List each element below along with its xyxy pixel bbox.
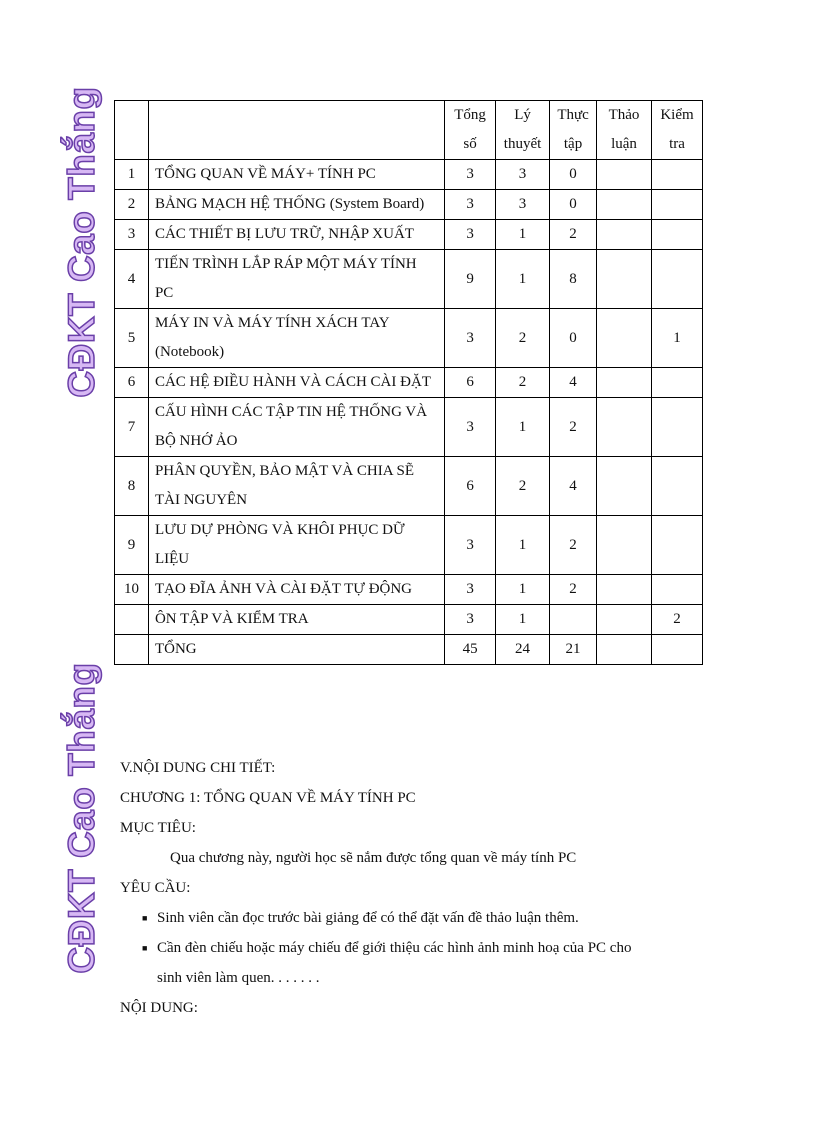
row-number: 9 — [115, 516, 149, 575]
row-title: CẤU HÌNH CÁC TẬP TIN HỆ THỐNG VÀ BỘ NHỚ ẢO — [148, 398, 444, 457]
row-tl — [597, 516, 652, 575]
requirements-label: YÊU CẦU: — [120, 880, 191, 896]
row-tong: 3 — [445, 516, 496, 575]
row-tl — [597, 368, 652, 398]
row-tong: 3 — [445, 309, 496, 368]
bullet-square-icon: ■ — [142, 943, 148, 953]
table-row — [115, 220, 703, 250]
table-row — [115, 160, 703, 190]
table-row — [115, 368, 703, 398]
row-tl — [597, 457, 652, 516]
row-lt: 1 — [496, 575, 550, 605]
row-tl — [597, 220, 652, 250]
row-kt — [651, 635, 702, 665]
section-title: V.NỘI DUNG CHI TIẾT: — [120, 760, 276, 776]
row-lt: 1 — [496, 516, 550, 575]
row-lt: 24 — [496, 635, 550, 665]
row-kt — [651, 220, 702, 250]
row-lt: 2 — [496, 368, 550, 398]
table-row — [115, 635, 703, 665]
row-number: 3 — [115, 220, 149, 250]
row-kt — [651, 190, 702, 220]
table-header-row — [115, 101, 703, 160]
row-lt: 1 — [496, 398, 550, 457]
row-title: TỔNG QUAN VỀ MÁY+ TÍNH PC — [148, 160, 444, 190]
row-th: 0 — [550, 309, 597, 368]
row-tong: 3 — [445, 190, 496, 220]
row-title: MÁY IN VÀ MÁY TÍNH XÁCH TAY (Notebook) — [148, 309, 444, 368]
row-tong: 3 — [445, 160, 496, 190]
chapter-title: CHƯƠNG 1: TỔNG QUAN VỀ MÁY TÍNH PC — [120, 790, 416, 806]
row-kt — [651, 368, 702, 398]
header-kiem-tra: Kiểm tra — [651, 101, 702, 160]
row-tl — [597, 605, 652, 635]
row-kt — [651, 250, 702, 309]
row-th: 4 — [550, 368, 597, 398]
row-number: 1 — [115, 160, 149, 190]
row-lt: 1 — [496, 220, 550, 250]
row-kt — [651, 516, 702, 575]
row-lt: 3 — [496, 160, 550, 190]
bullet-square-icon: ■ — [142, 913, 148, 923]
table-row — [115, 190, 703, 220]
row-lt: 1 — [496, 250, 550, 309]
table-row — [115, 309, 703, 368]
header-title — [148, 101, 444, 160]
row-title: TẠO ĐĨA ẢNH VÀ CÀI ĐẶT TỰ ĐỘNG — [148, 575, 444, 605]
row-lt: 1 — [496, 605, 550, 635]
row-tong: 45 — [445, 635, 496, 665]
row-th: 4 — [550, 457, 597, 516]
table-row — [115, 516, 703, 575]
header-ly-thuyet: Lý thuyết — [496, 101, 550, 160]
row-number: 7 — [115, 398, 149, 457]
row-title: PHÂN QUYỀN, BẢO MẬT VÀ CHIA SẼ TÀI NGUYÊN — [148, 457, 444, 516]
row-number — [115, 605, 149, 635]
row-tong: 3 — [445, 605, 496, 635]
row-number: 10 — [115, 575, 149, 605]
row-tl — [597, 635, 652, 665]
header-thao-luan: Thảo luận — [597, 101, 652, 160]
row-th: 2 — [550, 575, 597, 605]
requirement-item: ■ Sinh viên cần đọc trước bài giảng để có thể đặt vấn đề thảo luận thêm. — [120, 903, 710, 933]
row-title: TIẾN TRÌNH LẮP RÁP MỘT MÁY TÍNH PC — [148, 250, 444, 309]
row-th: 2 — [550, 220, 597, 250]
requirement-item: ■ Cần đèn chiếu hoặc máy chiếu để giới thiệu các hình ảnh minh hoạ của PC cho — [120, 933, 710, 963]
row-lt: 2 — [496, 457, 550, 516]
row-tong: 9 — [445, 250, 496, 309]
objective-label: MỤC TIÊU: — [120, 820, 196, 836]
header-thuc-tap: Thực tập — [550, 101, 597, 160]
row-th — [550, 605, 597, 635]
row-kt: 2 — [651, 605, 702, 635]
row-number: 4 — [115, 250, 149, 309]
table-row — [115, 250, 703, 309]
row-th: 8 — [550, 250, 597, 309]
detail-content — [120, 753, 710, 1023]
row-lt: 3 — [496, 190, 550, 220]
row-title: LƯU DỰ PHÒNG VÀ KHÔI PHỤC DỮ LIỆU — [148, 516, 444, 575]
row-number: 8 — [115, 457, 149, 516]
watermark-bottom — [57, 648, 107, 988]
row-number — [115, 635, 149, 665]
row-number: 5 — [115, 309, 149, 368]
row-title: TỔNG — [148, 635, 444, 665]
row-th: 21 — [550, 635, 597, 665]
row-th: 2 — [550, 516, 597, 575]
row-tong: 6 — [445, 457, 496, 516]
row-th: 0 — [550, 160, 597, 190]
watermark-text: CĐKT Cao Thắng — [61, 662, 102, 974]
header-tong-so: Tổng số — [445, 101, 496, 160]
row-title: BẢNG MẠCH HỆ THỐNG (System Board) — [148, 190, 444, 220]
row-tl — [597, 398, 652, 457]
row-number: 2 — [115, 190, 149, 220]
row-tl — [597, 190, 652, 220]
row-kt: 1 — [651, 309, 702, 368]
row-tl — [597, 250, 652, 309]
row-kt — [651, 160, 702, 190]
table-row — [115, 605, 703, 635]
row-title: ÔN TẬP VÀ KIỂM TRA — [148, 605, 444, 635]
row-tong: 3 — [445, 575, 496, 605]
row-kt — [651, 398, 702, 457]
row-kt — [651, 457, 702, 516]
row-tl — [597, 309, 652, 368]
syllabus-table — [114, 100, 703, 665]
row-title: CÁC THIẾT BỊ LƯU TRỮ, NHẬP XUẤT — [148, 220, 444, 250]
table-row — [115, 457, 703, 516]
row-tl — [597, 160, 652, 190]
row-tong: 3 — [445, 398, 496, 457]
row-tong: 6 — [445, 368, 496, 398]
table-row — [115, 398, 703, 457]
row-th: 0 — [550, 190, 597, 220]
watermark-top — [57, 72, 107, 412]
row-title: CÁC HỆ ĐIỀU HÀNH VÀ CÁCH CÀI ĐẶT — [148, 368, 444, 398]
requirement-item-continued: sinh viên làm quen. . . . . . . — [157, 970, 320, 986]
row-lt: 2 — [496, 309, 550, 368]
row-number: 6 — [115, 368, 149, 398]
objective-text: Qua chương này, người học sẽ nắm được tổng quan về máy tính PC — [170, 850, 577, 866]
watermark-text: CĐKT Cao Thắng — [61, 86, 102, 398]
content-label: NỘI DUNG: — [120, 1000, 198, 1016]
row-tong: 3 — [445, 220, 496, 250]
row-tl — [597, 575, 652, 605]
table-row — [115, 575, 703, 605]
row-th: 2 — [550, 398, 597, 457]
header-no — [115, 101, 149, 160]
row-kt — [651, 575, 702, 605]
